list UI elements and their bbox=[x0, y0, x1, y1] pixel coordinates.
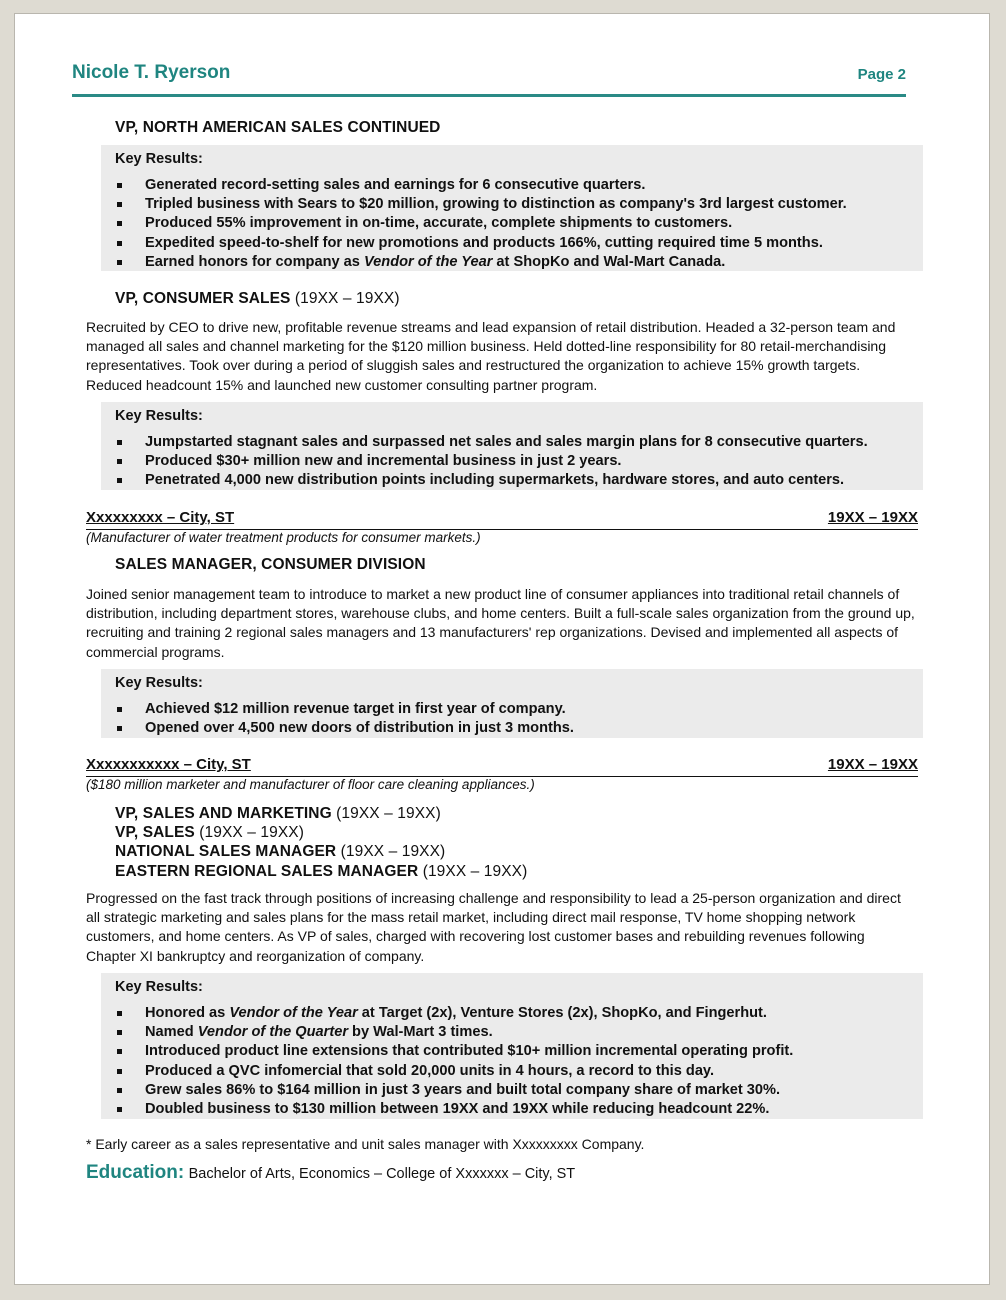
list-item: Penetrated 4,000 new distribution points including supermarkets, hardware stores, and auto centers. bbox=[115, 471, 923, 490]
key-results-label: Key Results: bbox=[115, 151, 203, 167]
education-label: Education: bbox=[86, 1162, 185, 1183]
list-item: Doubled business to $130 million between 19XX and 19XX while reducing headcount 22%. bbox=[115, 1100, 923, 1119]
footnote: * Early career as a sales representative and unit sales manager with Xxxxxxxxx Company. bbox=[86, 1136, 645, 1152]
job-description: Joined senior management team to introduce to market a new product line of consumer appliances into traditional retail channels of distribution, including department stores, warehouse clubs, and home centers. Built a full-scale sales organization from the ground up, recruiting and training 2 regional sales managers and 13 manufacturers' rep organizations. Devised and implemented all aspects of commercial programs. bbox=[86, 586, 915, 660]
company-heading bbox=[86, 756, 918, 777]
list-item: Jumpstarted stagnant sales and surpassed net sales and sales margin plans for 8 consecutive quarters. bbox=[115, 433, 923, 452]
page-header bbox=[72, 62, 906, 97]
job-description: Progressed on the fast track through positions of increasing challenge and responsibility to lead a 25-person organization and direct all strategic marketing and sales plans for the mass retail market, including direct mail response, TV home shopping network customers, and home centers. As VP of sales, charged with recovering lost customer bases and rebuilding revenues following Chapter XI bankruptcy and reorganization of company. bbox=[86, 890, 901, 964]
job-title: VP, SALES AND MARKETING (19XX – 19XX) bbox=[115, 805, 441, 822]
job-title: VP, NORTH AMERICAN SALES CONTINUED bbox=[115, 119, 441, 136]
company-description: (Manufacturer of water treatment products for consumer markets.) bbox=[86, 530, 481, 545]
education-text: Bachelor of Arts, Economics – College of Xxxxxxx – City, ST bbox=[188, 1166, 576, 1182]
company-dates: 19XX – 19XX bbox=[827, 509, 918, 526]
list-item: Earned honors for company as Vendor of the Year at ShopKo and Wal-Mart Canada. bbox=[115, 253, 923, 272]
education-line bbox=[86, 1162, 575, 1184]
key-results-list bbox=[115, 433, 923, 491]
list-item: Expedited speed-to-shelf for new promotions and products 166%, cutting required time 5 months. bbox=[115, 234, 923, 253]
key-results-box bbox=[101, 973, 923, 1119]
candidate-name: Nicole T. Ryerson bbox=[72, 62, 231, 83]
list-item: Generated record-setting sales and earnings for 6 consecutive quarters. bbox=[115, 176, 923, 195]
list-item: Produced a QVC infomercial that sold 20,000 units in 4 hours, a record to this day. bbox=[115, 1062, 923, 1081]
job-title: NATIONAL SALES MANAGER (19XX – 19XX) bbox=[115, 843, 446, 861]
company-heading bbox=[86, 509, 918, 530]
company-dates: 19XX – 19XX bbox=[827, 756, 918, 773]
key-results-box bbox=[101, 145, 923, 271]
key-results-list bbox=[115, 700, 923, 738]
list-item: Opened over 4,500 new doors of distribution in just 3 months. bbox=[115, 719, 923, 738]
key-results-label: Key Results: bbox=[115, 979, 203, 995]
key-results-box bbox=[101, 669, 923, 738]
job-title: EASTERN REGIONAL SALES MANAGER (19XX – 19XX) bbox=[115, 862, 528, 880]
key-results-list bbox=[115, 1004, 923, 1119]
job-title: VP, CONSUMER SALES (19XX – 19XX) bbox=[115, 290, 400, 307]
job-description: Recruited by CEO to drive new, profitable revenue streams and lead expansion of retail distribution. Headed a 32-person team and managed all sales and channel marketing for the $120 million business. Held dotted-line responsibility for 80 retail-merchandising representatives. Took over during a period of sluggish sales and restructured the organization to achieve 15% growth targets. Reduced headcount 15% and launched new customer consulting partner program. bbox=[86, 319, 896, 393]
job-title: VP, SALES (19XX – 19XX) bbox=[115, 824, 304, 842]
key-results-list bbox=[115, 176, 923, 272]
list-item: Produced 55% improvement in on-time, accurate, complete shipments to customers. bbox=[115, 214, 923, 233]
key-results-box bbox=[101, 402, 923, 490]
list-item: Introduced product line extensions that contributed $10+ million incremental operating profit. bbox=[115, 1042, 923, 1061]
page-number: Page 2 bbox=[857, 66, 906, 83]
company-name: Xxxxxxxxx – City, ST bbox=[86, 509, 235, 526]
list-item: Produced $30+ million new and incremental business in just 2 years. bbox=[115, 452, 923, 471]
key-results-label: Key Results: bbox=[115, 675, 203, 691]
list-item: Tripled business with Sears to $20 million, growing to distinction as company's 3rd largest customer. bbox=[115, 195, 923, 214]
key-results-label: Key Results: bbox=[115, 408, 203, 424]
job-titles bbox=[115, 804, 527, 881]
list-item: Grew sales 86% to $164 million in just 3 years and built total company share of market 30%. bbox=[115, 1081, 923, 1100]
company-name: Xxxxxxxxxxx – City, ST bbox=[86, 756, 251, 773]
company-description: ($180 million marketer and manufacturer of floor care cleaning appliances.) bbox=[86, 777, 535, 792]
list-item: Achieved $12 million revenue target in first year of company. bbox=[115, 700, 923, 719]
job-title: SALES MANAGER, CONSUMER DIVISION bbox=[115, 556, 426, 573]
list-item: Named Vendor of the Quarter by Wal-Mart 3 times. bbox=[115, 1023, 923, 1042]
list-item: Honored as Vendor of the Year at Target (2x), Venture Stores (2x), ShopKo, and Fingerhut. bbox=[115, 1004, 923, 1023]
